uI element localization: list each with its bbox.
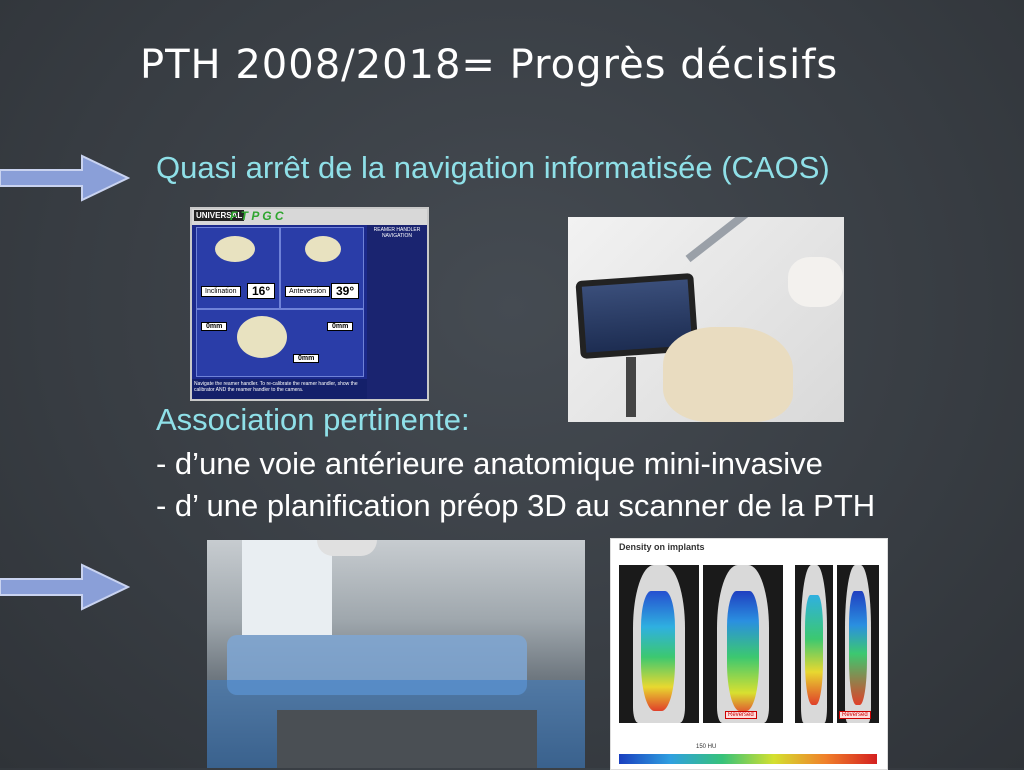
association-line-1: - d’une voie antérieure anatomique mini-invasive (156, 446, 823, 481)
pelvis-image (305, 236, 341, 262)
association-heading: Association pertinente: (156, 402, 470, 437)
nav-side-title: REAMER HANDLER NAVIGATION (373, 227, 421, 239)
scale-label: 150 HU (696, 744, 717, 750)
nav-footer-instructions: Navigate the reamer handler. To re-calibrate the reamer handler, show the calibrator AND the reamer handler to the camera. (192, 379, 367, 399)
offset-value-1: 0mm (201, 322, 227, 331)
navigation-statement: Quasi arrêt de la navigation informatisée (CAOS) (156, 150, 830, 185)
nav-brand-logo: UNIVERSAL (196, 211, 243, 220)
anteversion-panel (280, 227, 364, 309)
pelvis-image (215, 236, 255, 262)
arrow-right-icon (0, 153, 130, 203)
density-color-scale (619, 754, 877, 764)
operating-room-photo (207, 540, 585, 768)
reamer-instrument (686, 217, 809, 262)
anteversion-label: Anteversion (285, 286, 330, 297)
tablet-stand (626, 357, 636, 417)
window (242, 540, 332, 635)
navigation-software-screenshot (190, 207, 429, 401)
offset-value-3: 0mm (293, 354, 319, 363)
figure-title: Density on implants (619, 542, 705, 552)
inclination-panel (196, 227, 280, 309)
xray-panel-3 (795, 565, 833, 723)
inclination-label: Inclination (201, 286, 241, 297)
pelvis-model (663, 327, 793, 422)
association-line-2: - d’ une planification préop 3D au scanner de la PTH (156, 488, 876, 523)
surgical-lamp (317, 540, 377, 556)
anteversion-value: 39° (331, 283, 359, 299)
slide-title: PTH 2008/2018= Progrès décisifs (140, 42, 839, 88)
xray-panel-1 (619, 565, 699, 723)
nav-side-panel (367, 225, 427, 399)
nav-step-letters: F T P G C (230, 209, 284, 223)
inclination-value: 16° (247, 283, 275, 299)
offset-value-2: 0mm (327, 322, 353, 331)
xray-panel-2 (703, 565, 783, 723)
pelvis-3d-image (237, 316, 287, 358)
gloved-hand (788, 257, 843, 307)
navigation-system-photo (568, 217, 844, 422)
reversed-label-2: Reversed (839, 711, 871, 719)
density-on-implants-figure (610, 538, 888, 770)
reversed-label-1: Reversed (725, 711, 757, 719)
instrument-trays (277, 710, 537, 768)
xray-panel-4 (837, 565, 879, 723)
arrow-right-icon (0, 562, 130, 612)
pelvis-3d-panel (196, 309, 364, 377)
